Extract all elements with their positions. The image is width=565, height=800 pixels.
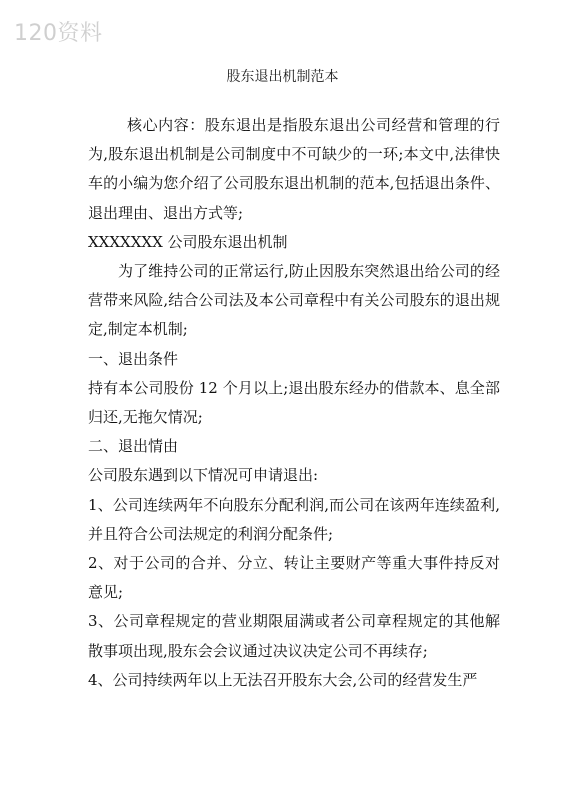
document-title: 股东退出机制范本	[226, 69, 339, 85]
document-body	[88, 111, 500, 695]
core-content-paragraph: 核心内容：股东退出是指股东退出公司经营和管理的行为,股东退出机制是公司制度中不可缺少的一环;本文中,法律快车的小编为您介绍了公司股东退出机制的范本,包括退出条件、退出理由、退出方式等;	[88, 116, 500, 222]
watermark: 120资料	[14, 21, 103, 46]
mechanism-heading: XXXXXXX 公司股东退出机制	[88, 232, 288, 251]
purpose-paragraph: 为了维持公司的正常运行,防止因股东突然退出给公司的经营带来风险,结合公司法及本公司章程中有关公司股东的退出规定,制定本机制;	[88, 262, 500, 339]
reason-item-1: 1、公司连续两年不向股东分配利润,而公司在该两年连续盈利,并且符合公司法规定的利润分配条件;	[88, 495, 500, 543]
reason-item-4: 4、公司持续两年以上无法召开股东大会,公司的经营发生严	[88, 670, 478, 689]
reasons-intro: 公司股东遇到以下情况可申请退出:	[88, 466, 319, 485]
conditions-paragraph: 持有本公司股份 12 个月以上;退出股东经办的借款本、息全部归还,无拖欠情况;	[88, 378, 500, 427]
section-heading-reasons: 二、退出情由	[88, 437, 179, 456]
reason-item-2: 2、对于公司的合并、分立、转让主要财产等重大事件持反对意见;	[88, 554, 500, 602]
reason-item-3: 3、公司章程规定的营业期限届满或者公司章程规定的其他解散事项出现,股东会会议通过决议决定公司不再续存;	[88, 612, 500, 660]
section-heading-conditions: 一、退出条件	[88, 349, 179, 368]
